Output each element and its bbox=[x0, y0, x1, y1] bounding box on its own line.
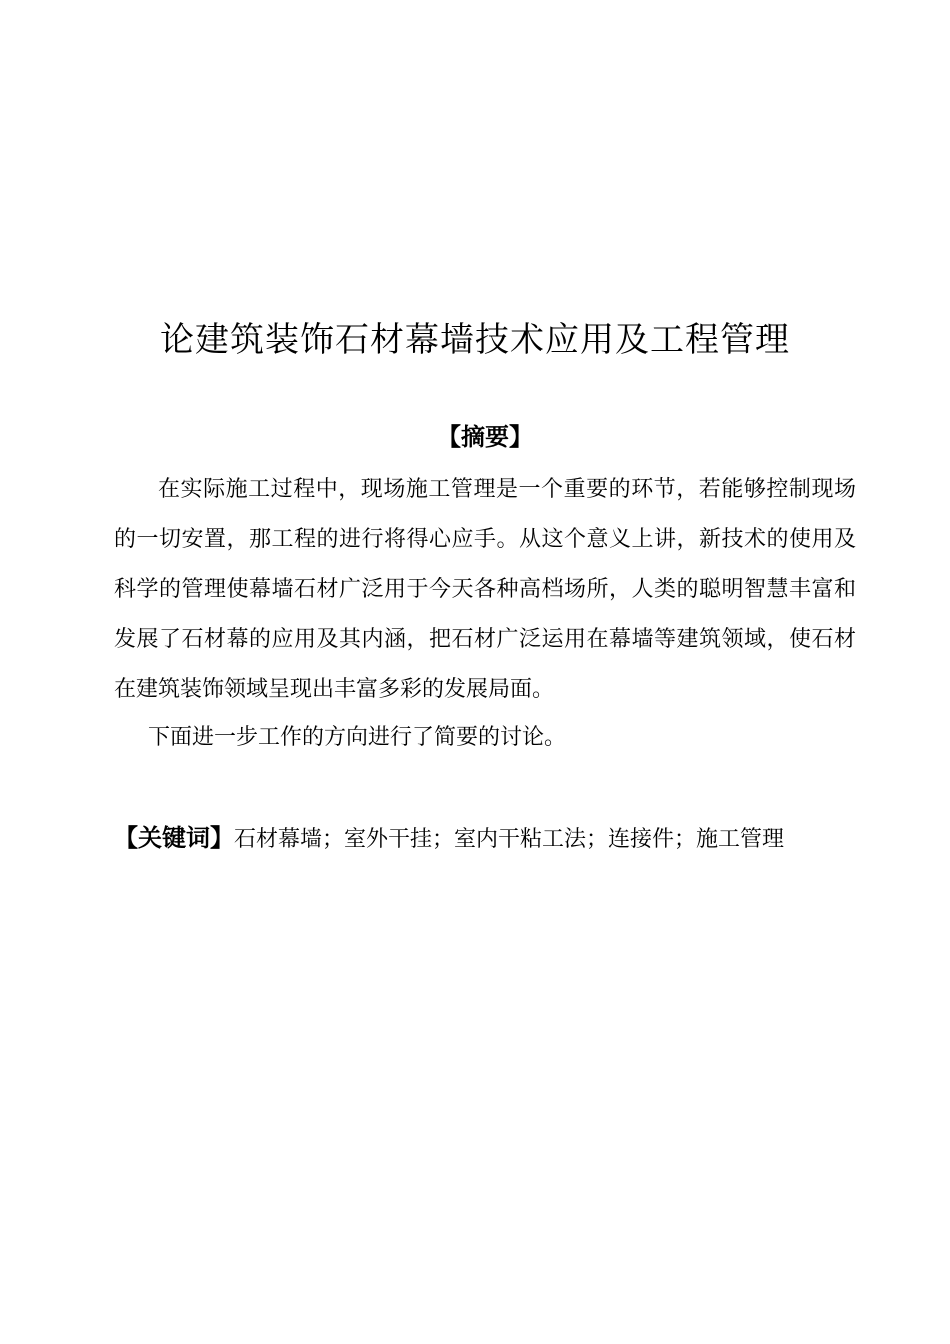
closing-paragraph: 下面进一步工作的方向进行了简要的讨论。 bbox=[148, 725, 567, 750]
abstract-heading: 【摘要】 bbox=[437, 423, 533, 451]
keywords-line bbox=[114, 818, 784, 861]
document-title: 论建筑装饰石材幕墙技术应用及工程管理 bbox=[160, 320, 790, 360]
abstract-line: 发展了石材幕的应用及其内涵，把石材广泛运用在幕墙等建筑领域，使石材 bbox=[114, 627, 856, 652]
keywords-text: 石材幕墙；室外干挂；室内干粘工法；连接件；施工管理 bbox=[234, 827, 785, 852]
abstract-paragraph bbox=[114, 470, 856, 720]
abstract-line: 的一切安置，那工程的进行将得心应手。从这个意义上讲，新技术的使用及 bbox=[114, 527, 856, 552]
abstract-line: 在建筑装饰领域呈现出丰富多彩的发展局面。 bbox=[114, 677, 555, 702]
abstract-line: 在实际施工过程中，现场施工管理是一个重要的环节，若能够控制现场 bbox=[158, 477, 856, 502]
keywords-label: 【关键词】 bbox=[114, 824, 234, 852]
abstract-line: 科学的管理使幕墙石材广泛用于今天各种高档场所，人类的聪明智慧丰富和 bbox=[114, 577, 856, 602]
